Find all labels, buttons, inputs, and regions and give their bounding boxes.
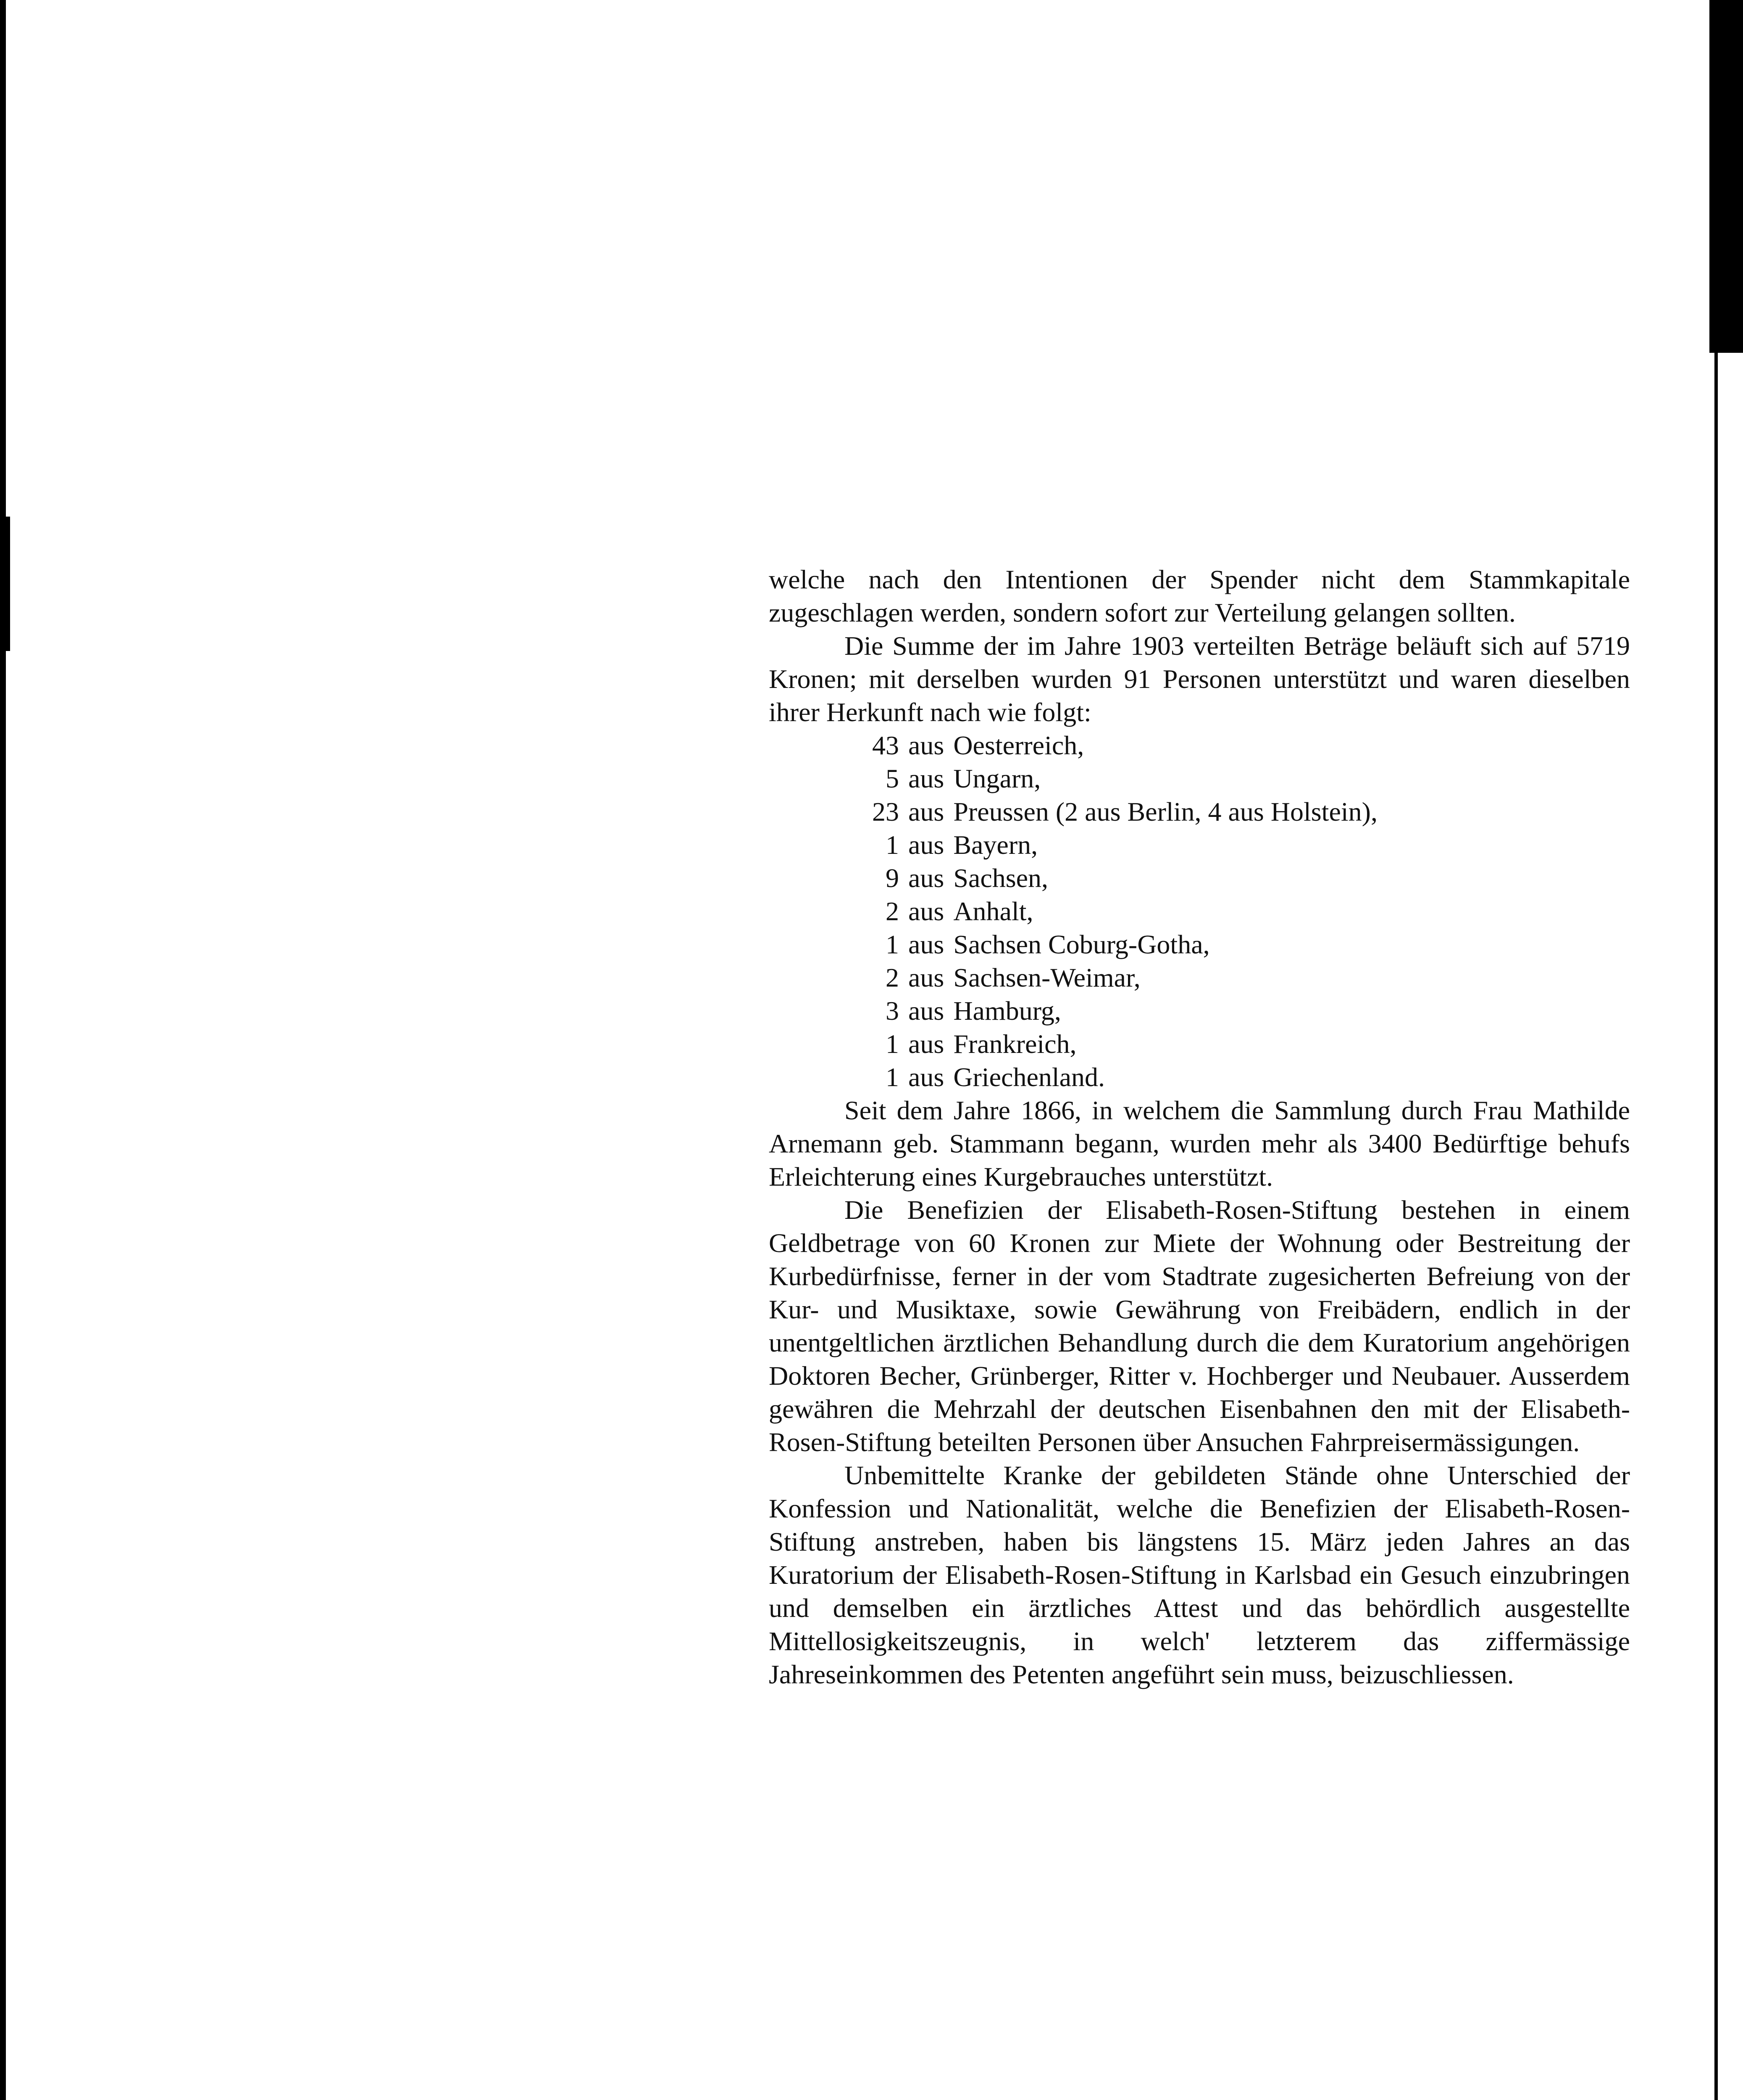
origin-place: Preussen (2 aus Berlin, 4 aus Holstein), [953,797,1378,827]
origin-word: aus [908,830,944,860]
list-item [769,828,1630,861]
origin-word: aus [908,929,944,959]
origin-count: 43 [872,730,899,760]
origin-word: aus [908,797,944,827]
origin-count: 23 [872,797,899,827]
list-item [769,1060,1630,1094]
scan-border-left [0,0,6,2100]
origin-list [769,729,1630,1094]
origin-place: Griechenland. [953,1062,1105,1092]
origin-count: 9 [886,863,899,893]
origin-word: aus [908,1062,944,1092]
paragraph-benefits: Die Benefizien der Elisabeth-Rosen-Stiftung bestehen in einem Geldbetrage von 60 Kronen zur Miete der Wohnung oder Bestreitung der Kurbedürfnisse, ferner in der vom Stadtrate zugesicherten Befreiung von der Kur- und Musiktaxe, sowie Gewährung von Freibädern, endlich in der unentgeltlichen ärztlichen Behandlung durch die dem Kuratorium angehörigen Doktoren Becher, Grünberger, Ritter v. Hochberger und Neubauer. Ausserdem gewähren die Mehrzahl der deutschen Eisenbahnen den mit der Elisabeth-Rosen-Stiftung beteilten Personen über Ansuchen Fahrpreisermässigungen. [769,1195,1630,1457]
origin-count: 1 [886,1062,899,1092]
paragraph-history: Seit dem Jahre 1866, in welchem die Sammlung durch Frau Mathilde Arnemann geb. Stammann begann, wurden mehr als 3400 Bedürftige behufs Erleichterung eines Kurgebrauches unterstützt. [769,1095,1630,1192]
origin-place: Sachsen, [953,863,1049,893]
origin-place: Bayern, [953,830,1038,860]
list-item [769,1027,1630,1060]
list-item [769,994,1630,1027]
origin-count: 2 [886,963,899,992]
origin-word: aus [908,764,944,793]
origin-place: Sachsen-Weimar, [953,963,1141,992]
origin-word: aus [908,963,944,992]
list-item [769,961,1630,994]
list-item [769,729,1630,762]
origin-place: Sachsen Coburg-Gotha, [953,929,1210,959]
origin-place: Anhalt, [953,896,1033,926]
origin-word: aus [908,863,944,893]
origin-count: 1 [886,929,899,959]
origin-place: Hamburg, [953,996,1061,1026]
list-item [769,928,1630,961]
list-item [769,795,1630,828]
paragraph-continuation: welche nach den Intentionen der Spender nicht dem Stammkapitale zugeschlagen werden, sondern sofort zur Verteilung gelangen sollten. [769,564,1630,627]
paragraph-sum: Die Summe der im Jahre 1903 verteilten Beträge beläuft sich auf 5719 Kronen; mit derselben wurden 91 Personen unterstützt und waren dieselben ihrer Herkunft nach wie folgt: [769,631,1630,727]
origin-place: Ungarn, [953,764,1041,793]
scan-border-right [1709,0,1743,353]
origin-count: 3 [886,996,899,1026]
paragraph-application: Unbemittelte Kranke der gebildeten Stände ohne Unterschied der Konfession und Nationalität, welche die Benefizien der Elisabeth-Rosen-Stiftung anstreben, haben bis längstens 15. März jeden Jahres an das Kuratorium der Elisabeth-Rosen-Stiftung in Karlsbad ein Gesuch einzubringen und demselben ein ärztliches Attest und das behördlich ausgestellte Mittellosigkeitszeugnis, in welch' letzterem das ziffermässige Jahreseinkommen des Petenten angeführt sein muss, beizuschliessen. [769,1460,1630,1689]
origin-place: Frankreich, [953,1029,1077,1059]
origin-count: 5 [886,764,899,793]
list-item [769,861,1630,895]
scan-border-right-thin [1714,353,1718,2100]
origin-place: Oesterreich, [953,730,1084,760]
list-item [769,762,1630,795]
scan-edge-mark [6,517,10,651]
origin-word: aus [908,996,944,1026]
origin-count: 2 [886,896,899,926]
origin-count: 1 [886,1029,899,1059]
origin-word: aus [908,730,944,760]
document-text [769,563,1630,1691]
origin-word: aus [908,896,944,926]
list-item [769,895,1630,928]
origin-word: aus [908,1029,944,1059]
origin-count: 1 [886,830,899,860]
